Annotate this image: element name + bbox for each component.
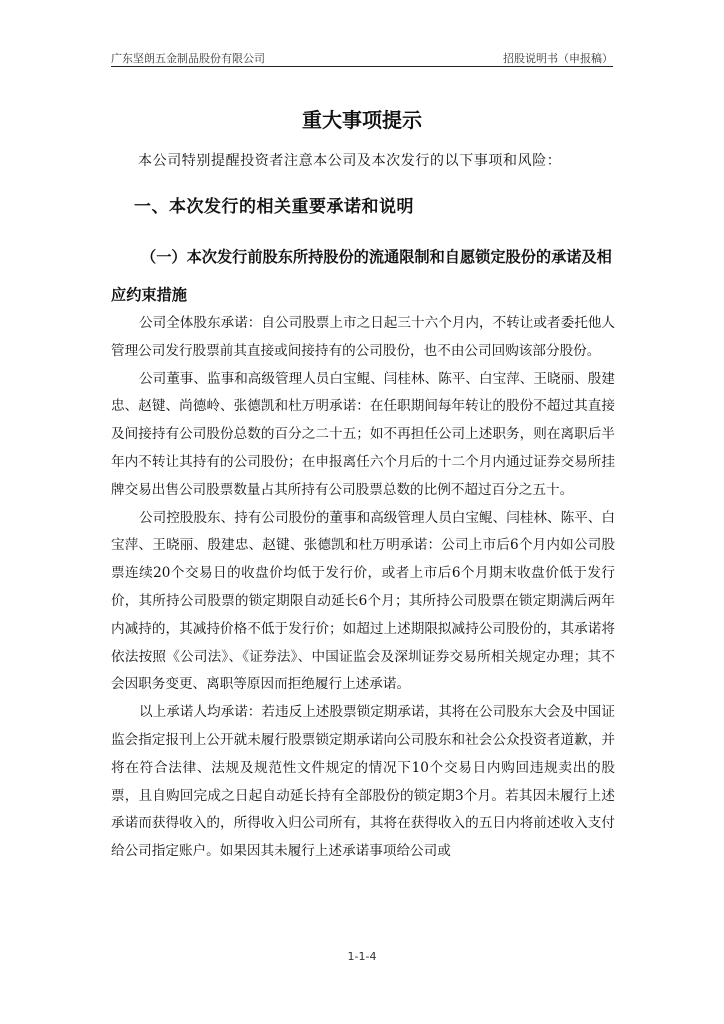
paragraph: 公司董事、监事和高级管理人员白宝鲲、闫桂林、陈平、白宝萍、王晓丽、殷建忠、赵键、尚德岭、张德凯和杜万明承诺：在任职期间每年转让的股份不超过其直接及间接持有公司股份总数的百分之二十五；如不再担任公司上述职务，则在离职后半年内不转让其持有的公司股份；在申报离任六个月后的十二个月内通过证券交易所挂牌交易出售公司股票数量占其所持有公司股票总数的比例不超过百分之五十。 [111,370,615,498]
subsection-heading: （一）本次发行前股东所持股份的流通限制和自愿锁定股份的承诺及相应约束措施 [111,248,612,304]
header-doc-type: 招股说明书（申报稿） [503,52,613,65]
header-divider [111,66,613,67]
page-header [111,50,613,66]
page-number: 1-1-4 [347,950,377,963]
page-title: 重大事项提示 [302,108,422,132]
paragraph: 公司全体股东承诺：自公司股票上市之日起三十六个月内，不转让或者委托他人管理公司发行股票前其直接或间接持有的公司股份，也不由公司回购该部分股份。 [111,315,615,359]
paragraph: 公司控股股东、持有公司股份的董事和高级管理人员白宝鲲、闫桂林、陈平、白宝萍、王晓丽、殷建忠、赵键、张德凯和杜万明承诺：公司上市后6个月内如公司股票连续20个交易日的收盘价均低于发行价，或者上市后6个月期末收盘价低于发行价，其所持公司股票的锁定期限自动延长6个月；其所持公司股票在锁定期满后两年内减持的，其减持价格不低于发行价；如超过上述期限拟减持公司股份的，其承诺将依法按照《公司法》、《证券法》、中国证监会及深圳证券交易所相关规定办理；其不会因职务变更、离职等原因而拒绝履行上述承诺。 [111,509,615,693]
intro-text: 本公司特别提醒投资者注意本公司及本次发行的以下事项和风险： [138,153,562,169]
section-heading: 一、本次发行的相关重要承诺和说明 [134,197,414,217]
paragraph: 以上承诺人均承诺：若违反上述股票锁定期承诺，其将在公司股东大会及中国证监会指定报刊上公开就未履行股票锁定期承诺向公司股东和社会公众投资者道歉，并将在符合法律、法规及规范性文件规定的情况下10个交易日内购回违规卖出的股票，且自购回完成之日起自动延长持有全部股份的锁定期3个月。若其因未履行上述承诺而获得收入的，所得收入归公司所有，其将在获得收入的五日内将前述收入支付给公司指定账户。如果因其未履行上述承诺事项给公司或 [111,704,615,860]
header-company: 广东坚朗五金制品股份有限公司 [111,52,265,65]
body-text [111,310,615,866]
